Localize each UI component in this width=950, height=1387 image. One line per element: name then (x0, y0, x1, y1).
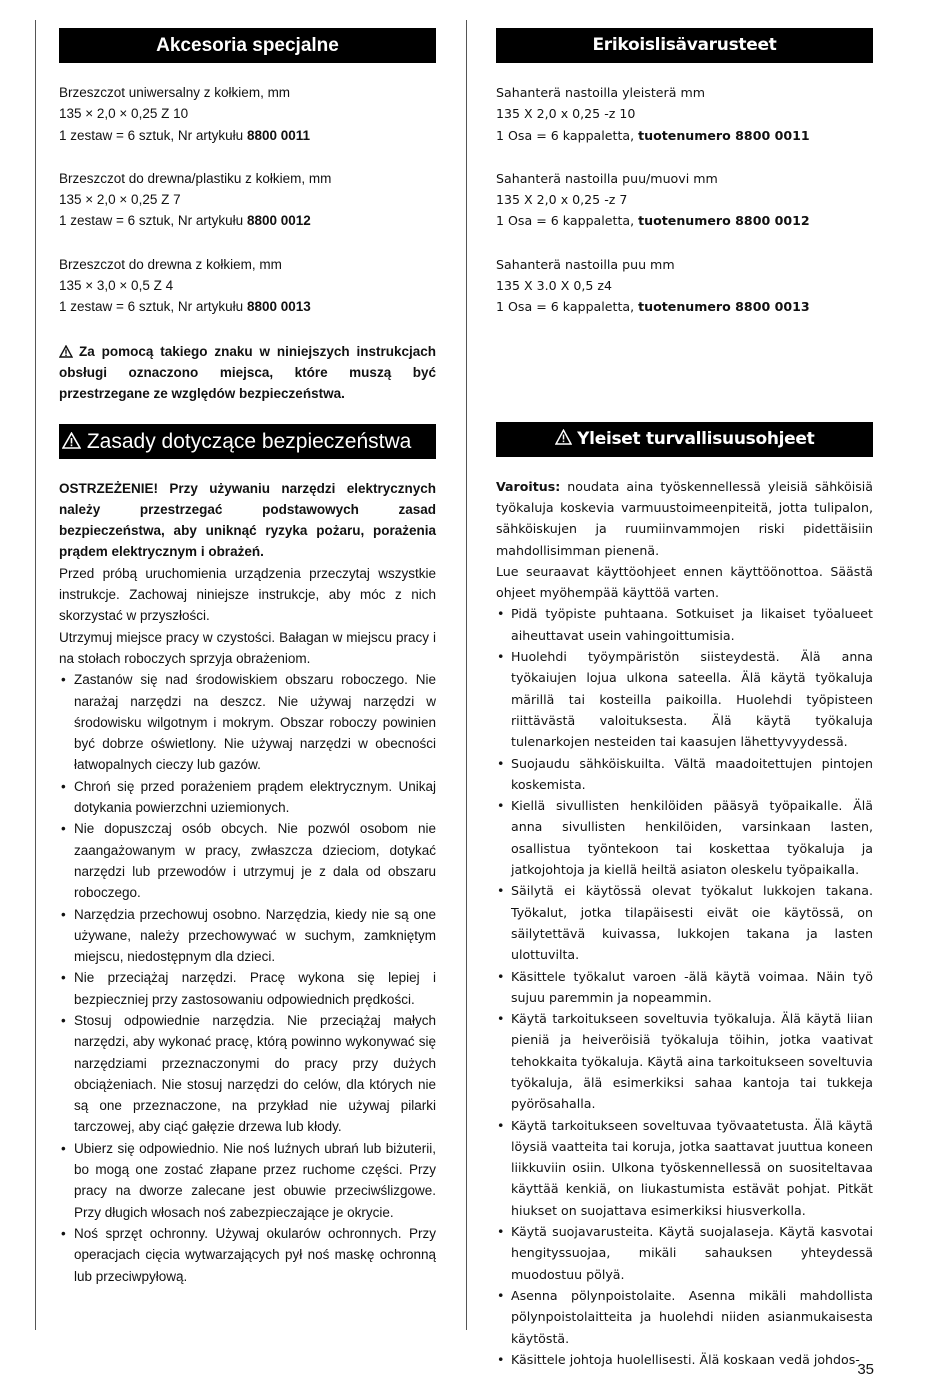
list-item: • Zastanów się nad środowiskiem obszaru roboczego. Nie narażaj narzędzi na deszcz. Nie używaj narzędzi w środowisku wilgotnym i mokrym. Obszar roboczy powinien być dobrze oświetlony. Nie używaj narzędzi w obecności łatwopalnych cieczy lub gazów. (59, 669, 436, 775)
polish-column (59, 28, 436, 1287)
safety-heading-fi (496, 422, 873, 457)
accessory-dimensions: 135 × 2,0 × 0,25 Z 10 (59, 106, 189, 122)
accessory-set-text: 1 zestaw = 6 sztuk, Nr artykułu (59, 213, 247, 229)
list-item: • Käsittele johtoja huolellisesti. Älä koskaan vedä johdos- (496, 1349, 873, 1370)
list-item: • Huolehdi työympäristön siisteydestä. Älä anna työkaiujen lojua ulkona sateella. Älä käytä työkaluja märillä tai kosteilla paikoilla. Huolehdi työpisteen riittävästä valoituksesta. Älä käytä työkaluja tulenarkojen nesteiden tai kaasujen lähettyvyydessä. (496, 646, 873, 752)
list-item: • Chroń się przed porażeniem prądem elektrycznym. Unikaj dotykania powierzchni uziemionych. (59, 776, 436, 819)
article-number: tuotenumero 8800 0011 (638, 127, 810, 143)
accessories-heading-fi: Erikoislisävarusteet (496, 28, 873, 63)
list-item: • Nie dopuszczaj osób obcych. Nie pozwól osobom nie zaangażowanym w pracy, zwłaszcza dzieciom, dotykać narzędzi lub przewodów i utrzymuj je z dala od obszaru roboczego. (59, 818, 436, 903)
list-item: • Kiellä sivullisten henkilöiden pääsyä työpaikalle. Älä anna sivullisten henkilöiden, varsinkaan lasten, osallistua työntekoon tai koskettaa työkaluja ja jatkojohtoja ja kiellä heiltä asiaton oleskelu työpaikalla. (496, 795, 873, 880)
warning-triangle-icon (62, 430, 81, 453)
accessory-item (59, 168, 436, 232)
article-number: 8800 0012 (246, 213, 311, 229)
accessory-set-text: 1 Osa = 6 kappaletta, (496, 213, 639, 229)
warning-label: Varoitus: (496, 478, 561, 494)
article-number: 8800 0013 (246, 299, 311, 315)
list-item: • Pidä työpiste puhtaana. Sotkuiset ja likaiset työalueet aiheuttavat usein vahingoittumisia. (496, 603, 873, 646)
list-item: • Stosuj odpowiednie narzędzia. Nie przeciążaj małych narzędzi, aby wykonać pracę, którą powinno wykonywać się narzędziami przeznaczonymi do pracy przy dużych obciążeniach. Nie stosuj narzędzi do celów, dla których nie są one przeznaczone, na przykład nie używaj pilarki tarczowej, aby ciąć gałęzie drzewa lub kłody. (59, 1010, 436, 1138)
list-item: • Käytä tarkoitukseen soveltuvia työkaluja. Älä käytä liian pieniä ja heiveröisiä työkaluja töihin, jotka vaativat tehokkaita työkaluja. Käytä aina tarkoitukseen soveltuvia työkaluja, älä esimerkiksi sahaa kantoja tai tukkeja pyörösahalla. (496, 1008, 873, 1114)
accessory-set-line (496, 125, 873, 146)
accessory-item (496, 82, 873, 146)
accessories-heading-pl: Akcesoria specjalne (59, 28, 436, 63)
accessory-name: Brzeszczot uniwersalny z kołkiem, mm (59, 85, 291, 100)
safety-sign-note (59, 341, 436, 405)
accessory-set-line (59, 210, 436, 231)
accessory-set-line (496, 296, 873, 317)
finnish-column (496, 28, 873, 1370)
accessory-set-text: 1 zestaw = 6 sztuk, Nr artykułu (59, 299, 247, 315)
accessory-dimensions: 135 × 2,0 × 0,25 Z 7 (59, 192, 181, 208)
safety-heading-pl (59, 424, 436, 459)
accessory-name: Sahanterä nastoilla puu mm (496, 256, 675, 272)
intro-paragraph: Przed próbą uruchomienia urządzenia przeczytaj wszystkie instrukcje. Zachowaj niniejsze instrukcje, aby móc z nich skorzystać w przyszłości. (59, 565, 436, 624)
accessory-set-line (59, 296, 436, 317)
list-item: • Käytä tarkoitukseen soveltuvaa työvaatetusta. Älä käytä löysiä vaatteita tai koruja, jotka saattavat juuttua koneen liikkuviin osiin. Ulkona työskennellessä on suositeltavaa käyttää kenkiä, on liukastumista estävät pohjat. Pitkät hiukset on suojattava esimerkiksi hiusverkolla. (496, 1115, 873, 1221)
accessory-item (59, 254, 436, 318)
article-number: tuotenumero 8800 0012 (638, 213, 810, 229)
safety-rules-list (496, 603, 873, 1370)
list-item: • Käsittele työkalut varoen -älä käytä voimaa. Näin työ sujuu paremmin ja nopeammin. (496, 966, 873, 1009)
safety-heading-text: Zasady dotyczące bezpieczeństwa (86, 429, 412, 453)
column-divider (466, 20, 467, 1330)
accessory-name: Brzeszczot do drewna z kołkiem, mm (59, 256, 282, 272)
warning-text: noudata aina työskennellessä yleisiä sähköisiä työkaluja koskevia varmuustoimeenpiteitä, jotta tulipalon, sähköiskujen ja ruumiinvammojen riski pidettäisiin mahdollisimman pienenä. (496, 478, 873, 558)
list-item: • Ubierz się odpowiednio. Nie noś luźnych ubrań lub biżuterii, bo mogą one zostać złapane przez ruchome części. Przy pracy na dworze zalecane jest obuwie przeciwślizgowe. Przy długich włosach noś zabezpieczające je okrycie. (59, 1138, 436, 1223)
warning-paragraph (496, 476, 873, 561)
list-item: • Noś sprzęt ochronny. Używaj okularów ochronnych. Przy operacjach cięcia wytwarzających pył noś maskę ochronną lub przeciwpyłową. (59, 1223, 436, 1287)
accessory-set-text: 1 Osa = 6 kappaletta, (496, 127, 639, 143)
list-item: • Asenna pölynpoistolaite. Asenna mikäli mahdollista pölynpoistolaitteita ja huolehdi niiden asianmukaisesta käytöstä. (496, 1285, 873, 1349)
accessory-name: Sahanterä nastoilla yleisterä mm (496, 85, 705, 100)
accessory-name: Brzeszczot do drewna/plastiku z kołkiem, mm (59, 170, 332, 186)
intro-paragraph: Utrzymuj miejsce pracy w czystości. Bałagan w miejscu pracy i na stołach roboczych sprzyja obrażeniom. (59, 629, 436, 666)
list-item: • Narzędzia przechowuj osobno. Narzędzia, kiedy nie są one używane, należy przechowywać w suchym, zamkniętym miejscu, niedostępnym dla dzieci. (59, 904, 436, 968)
list-item: • Suojaudu sähköiskuilta. Vältä maadoitettujen pintojen koskemista. (496, 753, 873, 796)
article-number: 8800 0011 (246, 127, 311, 143)
warning-triangle-icon (59, 341, 73, 362)
accessory-dimensions: 135 X 2,0 x 0,25 -z 7 (496, 192, 628, 208)
article-number: tuotenumero 8800 0013 (638, 299, 810, 315)
list-item: • Käytä suojavarusteita. Käytä suojalaseja. Käytä kasvotai hengityssuojaa, mikäli sahauksen yhteydessä muodostuu pölyä. (496, 1221, 873, 1285)
left-margin-rule (35, 20, 36, 1330)
accessory-item (496, 168, 873, 232)
warning-triangle-icon (555, 429, 572, 449)
accessory-item (59, 82, 436, 146)
accessory-set-text: 1 zestaw = 6 sztuk, Nr artykułu (59, 127, 247, 143)
safety-sign-note-text: Za pomocą takiego znaku w niniejszych instrukcjach obsługi oznaczono miejsca, które muszą być przestrzegane ze względów bezpieczeństwa. (59, 343, 436, 402)
warning-paragraph: OSTRZEŻENIE! Przy używaniu narzędzi elektrycznych należy przestrzegać podstawowych zasad bezpieczeństwa, aby uniknąć ryzyka pożaru, porażenia prądem elektrycznym i obrażeń. (59, 480, 436, 560)
intro-paragraph: Lue seuraavat käyttöohjeet ennen käyttöönottoa. Säästä ohjeet myöhempää käyttöä varten. (496, 563, 873, 601)
list-item: • Säilytä ei käytössä olevat työkalut lukkojen takana. Työkalut, jotka tilapäisesti eivät oie käytössä, on säilytettävä kuivassa, lukkojen takana ja lasten ulottuvilta. (496, 880, 873, 965)
safety-rules-list (59, 669, 436, 1287)
accessory-dimensions: 135 X 2,0 x 0,25 -z 10 (496, 106, 636, 122)
accessory-set-line (496, 210, 873, 231)
page-number: 35 (857, 1361, 874, 1378)
safety-heading-text: Yleiset turvallisuusohjeet (577, 428, 815, 449)
list-item: • Nie przeciążaj narzędzi. Pracę wykona się lepiej i bezpieczniej przy zastosowaniu odpowiednich prędkości. (59, 967, 436, 1010)
accessory-name: Sahanterä nastoilla puu/muovi mm (496, 170, 718, 186)
accessory-set-line (59, 125, 436, 146)
accessory-dimensions: 135 X 3.0 X 0,5 z4 (496, 278, 612, 294)
accessory-dimensions: 135 × 3,0 × 0,5 Z 4 (59, 278, 174, 294)
accessory-item (496, 254, 873, 318)
accessory-set-text: 1 Osa = 6 kappaletta, (496, 299, 639, 315)
